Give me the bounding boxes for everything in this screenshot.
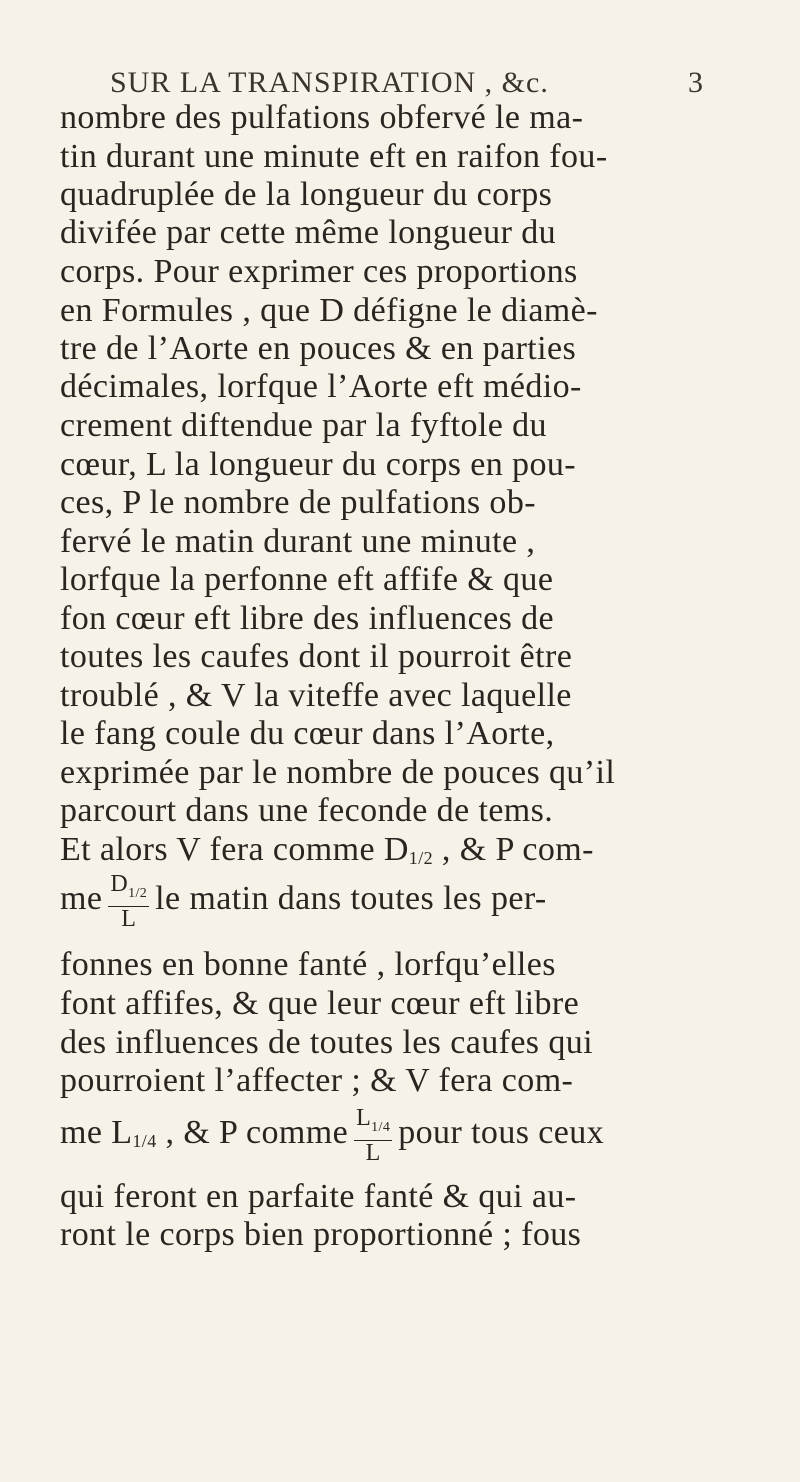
text-line [60,872,740,931]
page-number: 3 [688,66,704,99]
text-line: fervé le matin durant une minute , [60,523,536,560]
text-line: le fang coule du cœur dans l’Aorte, [60,715,555,752]
text-line: fon cœur eft libre des influences de [60,600,554,637]
text-segment: me [60,880,103,918]
text-line: cœur, L la longueur du corps en pou- [60,446,576,483]
text-line: pourroient l’affecter ; & V fera com- [60,1062,574,1099]
fraction-l-over-l [354,1106,392,1165]
exponent: 1/4 [132,1131,157,1152]
fraction-denominator: L [121,905,137,932]
text-segment: , & P com- [441,831,594,868]
text-segment: Et alors V fera comme D [60,831,409,868]
text-line: crement diftendue par la fyftole du [60,407,547,444]
text-segment: , & P comme [165,1114,349,1152]
text-line [60,830,740,878]
text-line: exprimée par le nombre de pouces qu’il [60,754,616,791]
running-title: SUR LA TRANSPIRATION , &c. [110,66,549,99]
text-line: quadruplée de la longueur du corps [60,176,553,213]
text-line: toutes les caufes dont il pourroit être [60,638,573,675]
text-line: font affifes, & que leur cœur eft libre [60,985,580,1022]
fraction-d-over-l [108,872,149,931]
text-segment: le matin dans toutes les per- [155,880,547,918]
text-segment: pour tous ceux [398,1114,605,1152]
text-line: lorfque la perfonne eft affife & que [60,561,554,598]
running-header [110,66,710,100]
text-line: divifée par cette même longueur du [60,214,557,251]
text-line: ces, P le nombre de pulfations ob- [60,484,536,521]
text-line: parcourt dans une feconde de tems. [60,792,554,829]
text-line: fonnes en bonne fanté , lorfqu’elles [60,946,556,983]
text-line: qui feront en parfaite fanté & qui au- [60,1178,577,1215]
text-line: en Formules , que D défigne le diamè- [60,292,598,329]
fraction-denominator: L [365,1139,381,1166]
text-line: tre de l’Aorte en pouces & en parties [60,330,577,367]
exponent: 1/2 [408,848,433,868]
text-line: corps. Pour exprimer ces proportions [60,253,578,290]
text-line [60,1106,740,1165]
text-line: nombre des pulfations obfervé le ma- [60,99,584,136]
text-line: ront le corps bien proportionné ; fous [60,1216,582,1253]
text-line: décimales, lorfque l’Aorte eft médio- [60,368,582,405]
text-line: troublé , & V la viteffe avec laquelle [60,677,572,714]
text-segment: me L [60,1114,133,1152]
text-line: tin durant une minute eft en raifon fou- [60,138,608,175]
fraction-numerator: $L_{1/4}$ [354,1106,392,1141]
fraction-numerator: $D_{1/2}$ [108,872,149,907]
text-line: des influences de toutes les caufes qui [60,1024,593,1061]
